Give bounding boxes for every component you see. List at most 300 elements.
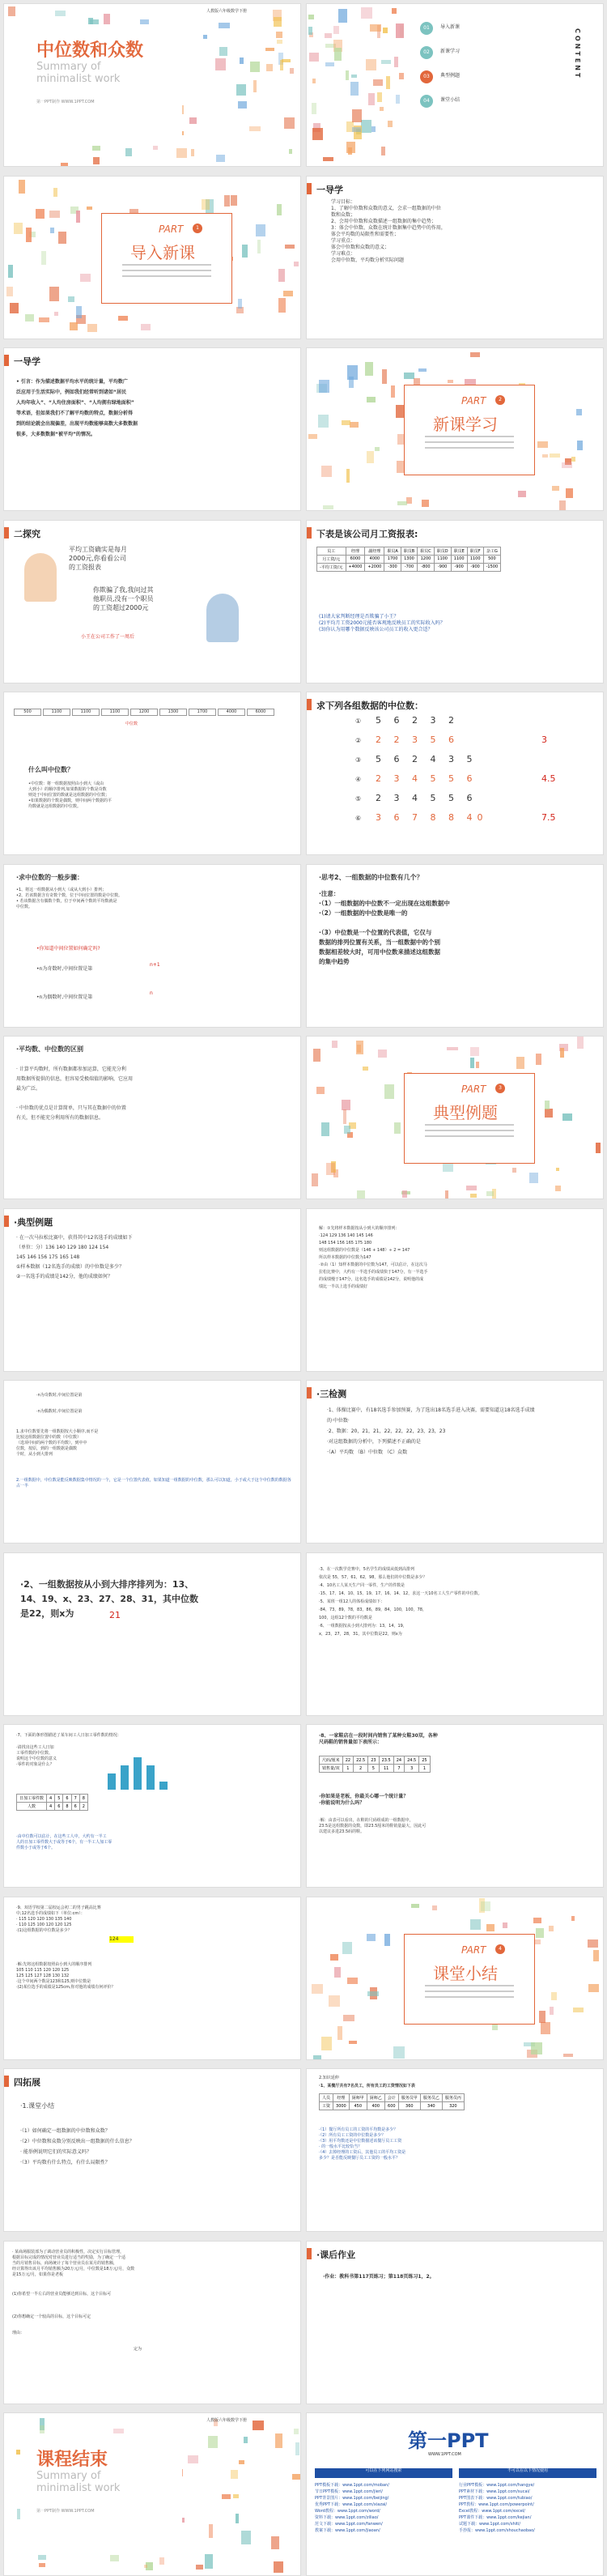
part-title-box (404, 385, 535, 475)
decor-tile (239, 2460, 244, 2464)
decor-tile (357, 1045, 360, 1053)
decor-tile (325, 33, 332, 39)
decor-tile (39, 317, 49, 322)
decor-tile (125, 148, 132, 156)
decor-tile (378, 1050, 387, 1058)
table-cell: 1100 (451, 555, 467, 563)
decor-tile (344, 1126, 350, 1135)
part-title: 课堂小结 (433, 1963, 498, 1983)
table-cell: 340 (420, 2102, 442, 2110)
part-number-badge: 4 (495, 1944, 505, 1954)
decor-tile (357, 1190, 366, 1199)
table-cell: 400 (367, 2102, 384, 2110)
table-cell: -平均工资/元 (317, 563, 346, 571)
content-item-number[interactable]: 04 (420, 95, 433, 108)
decor-tile (349, 2041, 358, 2044)
slide-26 (306, 2068, 604, 2232)
ranked-value: 1100 (72, 709, 100, 716)
table-cell: 日加工零件数 (17, 1795, 47, 1803)
table-cell: 职员E (451, 547, 467, 555)
decor-tile (588, 1939, 598, 1947)
decor-tile (282, 59, 291, 62)
table-cell: 23.5 (379, 1756, 393, 1765)
decor-tile (238, 299, 242, 309)
decor-tile (365, 362, 373, 376)
decor-tile (283, 291, 292, 296)
table-cell: 6 (71, 1803, 79, 1811)
slide-21 (3, 1724, 301, 1888)
link-list[interactable]: 行业PPT模板：www.1ppt.com/hangye/ PPT素材下载：www.1ppt.com/sucai/ PPT图表下载：www.1ppt.com/tubiao/ PPT教程：www.1ppt.com/powerpoint/ Excel教程：www.1ppt.com/excel/ PPT课件下载：www.1ppt.com/kejian/ 试题下载：www.1ppt.com/shiti/ 手抄报：www.1ppt.com/shouchaobao/ (459, 2483, 535, 2533)
decor-tile (219, 23, 230, 28)
decor-tile (224, 195, 230, 207)
decor-tile (87, 324, 97, 332)
logo: 第一PPT (408, 2429, 489, 2452)
table-cell: -300 (384, 563, 401, 571)
decor-tile (55, 11, 66, 16)
slide-17 (3, 1380, 301, 1543)
slide-8 (306, 520, 604, 683)
table-cell: 职员B (401, 547, 417, 555)
table-cell: -900 (434, 563, 451, 571)
decor-tile (560, 1048, 564, 1058)
decor-tile (486, 1191, 494, 1195)
slide-27 (3, 2241, 301, 2404)
decor-tile (545, 1101, 550, 1109)
part-subtext-line (425, 441, 514, 443)
decor-tile (343, 1109, 346, 1123)
table-cell: 4 (47, 1795, 55, 1803)
table-cell: 经理 (346, 547, 365, 555)
slide-1 (3, 3, 301, 167)
table-cell: 月工资/元 (317, 555, 346, 563)
chart-bar (121, 1765, 129, 1790)
table-cell: 工资 (320, 2102, 333, 2110)
decor-tile (312, 128, 323, 139)
answer-line: •n为奇数时,中间位置是第 (36, 965, 93, 972)
decor-tile (470, 1058, 473, 1068)
slide-text: ·解:先将这组数据按照由小到大的顺序排列 105 110 115 120 120 125 125 125 127 128 130 132 ·这个中间两个数是123和125,则中位数是 ·(2)某位选手的成绩是125cm,你对他的成绩有何评价？ (16, 1961, 116, 1990)
slide-2 (306, 3, 604, 167)
table-cell: 厨师甲 (349, 2094, 367, 2102)
ranked-value: 6000 (247, 709, 274, 716)
part-subtext-line (425, 1996, 514, 1998)
decor-tile (277, 204, 282, 215)
decor-tile (238, 101, 246, 109)
slide-title: ·平均数、中位数的区别 (16, 1045, 84, 1053)
title-accent-bar (4, 527, 9, 539)
table-cell: 22.5 (354, 1756, 368, 1765)
answer-line: ·n为奇数时,中间位置是第 (36, 1393, 83, 1398)
part-subtext-line (425, 1985, 514, 1986)
fraction: n (150, 990, 153, 996)
decor-tile (549, 1926, 554, 1931)
decor-tile (289, 149, 292, 153)
decor-tile (294, 2429, 299, 2433)
decor-tile (516, 1057, 524, 1069)
decor-tile (550, 453, 560, 457)
slide-title: 四拓展 (14, 2077, 40, 2088)
content-item-label: 导入新课 (440, 24, 461, 30)
table-cell: -800 (418, 563, 435, 571)
page-subtitle: Summary of minimalist work (36, 61, 121, 85)
decor-tile (596, 1143, 601, 1153)
decor-tile (216, 155, 225, 161)
decor-tile (215, 58, 227, 70)
decor-tile (325, 62, 334, 66)
decor-tile (253, 80, 257, 92)
decor-tile (308, 27, 312, 35)
decor-tile (278, 298, 286, 313)
slide-text: 1.求中位数要先将一组数据按大小顺序,而不是 比较这组数据位置中的数（中位数） （选项中间的两个数的平均数），到中中 位数，按原，到的一组数据是偶数 个时，从小到大排列 (16, 1429, 99, 1457)
row-index: ⑤ (355, 795, 362, 803)
decor-tile (191, 149, 194, 156)
decor-tile (588, 1984, 599, 1992)
table-cell: 1200 (418, 555, 435, 563)
decor-tile (70, 322, 78, 330)
question-text: (1)请大家判断经理是否欺骗了小王？ (2)平均月工资2000元能否客观地反映员工的实际收入吗？ (3)你认为用哪个数据反映该公司员工的收入更合适？ (319, 613, 445, 632)
decor-tile (566, 488, 574, 498)
person-figure-icon (24, 553, 57, 602)
decor-tile (470, 1194, 476, 1197)
decor-tile (49, 287, 59, 301)
slide-text: •中位数：将一组数据按照由小到大（或由 大到小）的顺序排列,如果数据的个数是奇数 则处于中间位置的数就是这组数据的中位数； •如果数据的个数是偶数，则中间两个数据的平 均数就是这组数据的中位数。 (28, 781, 112, 809)
decor-tile (536, 1054, 541, 1066)
content-item-label: 典型例题 (440, 73, 461, 79)
decor-tile (559, 500, 565, 510)
slide-7 (3, 520, 301, 683)
slide-30 (306, 2412, 604, 2576)
slide-title: ·课后作业 (316, 2249, 356, 2260)
slide-9 (3, 692, 301, 855)
decor-tile (334, 1967, 341, 1978)
decor-tile (371, 126, 376, 132)
slide-text: ·8、一家鞋店在一段时间内销售了某种女鞋30双，各种 尺码鞋的销售量如下表所示： (319, 1733, 438, 1745)
restrictions-button[interactable]: 不可以在以下情况使用 (459, 2468, 596, 2478)
decor-tile (414, 378, 420, 385)
decor-tile (319, 380, 329, 392)
person-figure-icon (206, 594, 239, 642)
decor-tile (285, 245, 295, 249)
decor-tile (338, 9, 347, 22)
decor-tile (208, 2436, 218, 2448)
decor-tile (39, 2563, 45, 2567)
slide-text: ·注意： ·（1）一组数据的中位数不一定出现在这组数据中 ·（2）一组数据的中位数是唯一的 ·（3）中位数是一个位置的代表值，它仅与 数据的排列位置有关系，当一组数据中的个别 数据相差较大时，可用中位数来描述这组数据 的集中趋势 (319, 889, 450, 965)
decor-tile (347, 1978, 358, 1984)
decor-tile (562, 1113, 572, 1121)
title-accent-bar (307, 527, 312, 539)
decor-tile (233, 2494, 239, 2498)
decor-tile (330, 1954, 338, 1961)
decor-tile (313, 1049, 320, 1062)
slide-24 (306, 1897, 604, 2060)
slide-title: ·三检测 (316, 1389, 347, 1399)
decor-tile (346, 469, 350, 483)
slide-text: •1、将这一组数据从小到大（或从大到小）排列； •2、若该数据含有奇数个数，位于中间位置的数是中位数。 • 若该数据含有偶数个数，位于中间两个数的平均数就是 中位数。 (16, 887, 123, 909)
slide-25 (3, 2068, 301, 2232)
decor-tile (76, 211, 80, 222)
decor-tile (141, 324, 151, 330)
slide-title: 2.知识延伸 (319, 2076, 339, 2080)
slide-text: · 某商场服装部为了调动营业员的积极性，决定实行目标管理， 根据目标完成的情况对营业员进行适当的奖励，为了确定一个适 当的月销售目标，商场统计了每个营业员在某月的销售额， 经计算得出该月平均销售额为20万元/月，中位数是18万元/月，众数 是15万元/月，如果你是老板 (12, 2249, 135, 2277)
decor-tile (14, 223, 23, 234)
table-cell: 人员 (320, 2094, 333, 2102)
decor-tile (318, 415, 329, 427)
table-cell: 1700 (384, 555, 401, 563)
decor-tile (486, 1924, 495, 1931)
table-cell: 销售量/双 (320, 1765, 343, 1773)
table-cell: 24 (393, 1756, 404, 1765)
chart-bar (134, 1757, 142, 1790)
ranked-value: 1700 (189, 709, 216, 716)
table-cell: 职员C (418, 547, 435, 555)
content-item-label: 新课学习 (440, 49, 461, 54)
decor-tile (348, 147, 353, 155)
table-cell: 450 (349, 2102, 367, 2110)
link-list[interactable]: PPT模板下载：www.1ppt.com/moban/ 节日PPT模板：www.1ppt.com/jieri/ PPT背景图片：www.1ppt.com/beijing/ 优秀PPT下载：www.1ppt.com/xiazai/ Word教程：www.1ppt.com/word/ 资料下载：www.1ppt.com/ziliao/ 范文下载：www.1ppt.com/fanwen/ 教案下载：www.1ppt.com/jiaoan/ (315, 2483, 389, 2533)
decor-tile (144, 2565, 147, 2568)
table-cell: 8 (79, 1795, 87, 1803)
row-index: ⑥ (355, 815, 362, 822)
part-subtext-line (122, 270, 211, 271)
decor-tile (275, 2433, 282, 2448)
decor-tile (118, 316, 127, 321)
part-subtext-line (122, 275, 211, 277)
decor-tile (257, 240, 261, 253)
decor-tile (26, 228, 32, 241)
site-url: WWW.1PPT.COM (428, 2452, 461, 2457)
search-button[interactable]: 可以在下列网站搜索 (315, 2468, 452, 2478)
decor-tile (209, 2524, 213, 2538)
question: •你知道中间位置如何确定吗? (36, 945, 100, 952)
table-cell: 360 (398, 2102, 420, 2110)
decor-tile (593, 1950, 599, 1961)
decor-tile (373, 79, 383, 86)
decor-tile (571, 1916, 575, 1921)
answer: 124 (109, 1936, 134, 1943)
content-item-number[interactable]: 02 (420, 46, 433, 59)
slide-23 (3, 1897, 301, 2060)
decor-tile (541, 2022, 550, 2034)
slide-3 (3, 176, 301, 339)
decor-tile (323, 157, 333, 161)
title-accent-bar (307, 183, 312, 194)
decor-tile (577, 441, 583, 450)
header-text: 人教版六年级数学下册 (206, 9, 248, 14)
slide-text: 你欺骗了我,我问过其 他职员,没有一个职员 的工资超过2000元 (93, 585, 154, 611)
table-cell: 4000 (365, 555, 384, 563)
answer: 21 (109, 1609, 121, 1620)
table-cell: 杂工G (483, 547, 501, 555)
title-accent-bar (4, 1216, 9, 1227)
decor-tile (551, 1992, 557, 2000)
decor-tile (333, 26, 339, 35)
slide-10 (306, 692, 604, 855)
decor-tile (222, 2494, 231, 2499)
slide-16 (306, 1208, 604, 1372)
decor-tile (383, 28, 388, 34)
slide-title: ·典型例题 (14, 1216, 53, 1228)
slide-text: 学习目标： 1、了解中位数和众数的意义，会求一组数据的中位 数和众数； 2、会用中位数和众数描述一组数据的集中趋势； 3：体会中位数、众数在统计数据集中趋势中的作用， 体会平均数的局限性和需要性； 学习重点： 体会中位数和众数的意义； 学习难点： 会用中位数、平均数分析实际问题 (331, 198, 446, 263)
decor-tile (316, 1087, 325, 1094)
decor-tile (80, 274, 90, 282)
part-title-box (404, 1073, 535, 1164)
part-subtext-line (425, 436, 514, 437)
decor-tile (10, 303, 19, 314)
table-cell: 2 (354, 1765, 368, 1773)
table-cell: -900 (451, 563, 467, 571)
table-cell: 1 (419, 1765, 430, 1773)
decor-tile (476, 1062, 479, 1068)
slide-text: ·请找出这些工人日加 工零件数的中位数、 说明这个中位数的意义 ·零件的对象是什么？ (16, 1745, 57, 1767)
slide-title: ·求中位数的一般步骤： (16, 873, 84, 881)
decor-tile (250, 62, 260, 72)
decor-tile (382, 369, 387, 384)
decor-tile (443, 1164, 453, 1171)
part-title: 导入新课 (130, 242, 195, 262)
table-cell: 服务员乙 (420, 2094, 442, 2102)
answer: 7.5 (541, 812, 556, 823)
table-cell: 3 (405, 1765, 419, 1773)
data-row: 5 6 2 4 3 5 (376, 754, 478, 764)
decor-tile (542, 454, 548, 458)
decor-tile (466, 1186, 477, 1190)
slide-text: ·（1）餐厅所有员工的工资的平均数是多少？ ·（2）所有员工工资的中位数是多少？ ·（3）用平均数还是中位数描述该餐厅员工工资 · 的一般水平比较恰当？ ·（4）去掉经理的工资后，其他员工的平均工资是 多少？是否能反映餐厅员工工资的一般水平？ (319, 2127, 406, 2161)
decor-tile (295, 2442, 299, 2455)
decor-tile (294, 262, 299, 266)
decor-tile (394, 1122, 401, 1134)
decor-tile (274, 17, 282, 27)
decor-tile (470, 1919, 482, 1930)
table-cell: 24.5 (405, 1756, 419, 1765)
decor-tile (278, 269, 285, 282)
table-cell: 人数 (17, 1803, 47, 1811)
ranked-value: 1200 (130, 709, 158, 716)
content-item-number[interactable]: 01 (420, 22, 433, 35)
table-cell: 25 (419, 1756, 430, 1765)
decor-tile (363, 1067, 368, 1071)
salary-table (316, 547, 501, 572)
decor-tile (518, 491, 526, 497)
part-label: PART (461, 395, 486, 407)
part-label: PART (159, 223, 184, 235)
decor-tile (375, 447, 380, 451)
part-label: PART (461, 1084, 486, 1095)
decor-tile (381, 147, 385, 156)
decor-tile (244, 2437, 248, 2442)
decor-tile (290, 68, 294, 74)
decor-tile (337, 2026, 342, 2040)
table-cell: 经理 (333, 2094, 350, 2102)
part-title: 新课学习 (433, 415, 498, 434)
decor-tile (349, 377, 354, 388)
table-cell: 尺码/厘米 (320, 1756, 343, 1765)
slide-title: 求下列各组数据的中位数： (316, 700, 423, 711)
slide-text: ·3、在一次数学竞赛中，5名学生的成绩从低到高排列 依次是 55，57，61，62，98，那么他们的中位数是多少？ ·4、10名工人某天生产同一零件，生产的件数是 ·15、17、14、10、15、19、17、16、14、12，求这一天10名工人生产零件的中位数。 ·5、某班一组12人的体检成绩如下： ·84，73，89，78，83，86，89，84，100，100，78， 100，这组12个数的平均数是 ·6、一组数据按从小到大排列为：13，14，19， x，23，27，28，31，其中位数是22，则x为 (319, 1566, 482, 1637)
slide-13 (3, 1036, 301, 1199)
slide-text: ·9、双语学校第二届校运会初二的男子跳高比赛 中,12名选手的成绩如下（单位:cm）： · 115 120 120 130 135 140 · 110 125 100 120 120 125 ·(1)这组数据的中位数是多少？ (16, 1905, 101, 1933)
slide-20 (306, 1552, 604, 1716)
decor-tile (393, 2046, 405, 2059)
decor-tile (329, 1995, 340, 2007)
decor-tile (352, 109, 362, 122)
slide-title: 一导学 (316, 184, 343, 195)
chart-bar (146, 1765, 155, 1790)
decor-tile (342, 1100, 350, 1109)
decor-tile (533, 1918, 541, 1923)
table-cell: 1100 (434, 555, 451, 563)
row-index: ④ (355, 776, 362, 783)
table-cell: 6 (55, 1803, 63, 1811)
part-title: 典型例题 (433, 1103, 498, 1122)
table-cell: +4000 (346, 563, 365, 571)
slide-text: 小王在公司工作了一周后 (81, 633, 135, 640)
content-item-number[interactable]: 03 (420, 70, 433, 83)
decor-tile (422, 500, 429, 507)
decor-tile (308, 434, 317, 439)
answer: 3 (541, 734, 547, 745)
slide-12 (306, 864, 604, 1028)
chart-bar (108, 1773, 116, 1790)
slide-text: ·7、下面的条形图描述了某车间工人日加工零件数的情况： (16, 1733, 121, 1738)
slide-text: 理由： (12, 2330, 25, 2335)
table-cell: 22 (342, 1756, 353, 1765)
decor-tile (240, 57, 244, 65)
decor-tile (367, 1991, 379, 1996)
slide-text: ·2、一组数据按从小到大排序排列为：13、 14、19、x、23、27、28、31，其中位数 是22，则x为 (20, 1578, 198, 1619)
data-row: 2 3 4 5 5 6 (376, 793, 478, 803)
decor-tile (25, 314, 34, 321)
slide-text: • 引言：作为描述数据平均水平的统计量，平均数广 泛应用于生活实际中，例如我们经常听到诸如“居民 人均年收入”、“人均住房面积”、“人均拥有绿地面积” 等术语，但如果我们不了解平均数的特点，数据分析得 到的结论就会出现偏差，出现平均数能够高数大多数数据 很多，大多数数据“被平均”的情况。 (16, 379, 138, 437)
decor-tile (411, 1904, 418, 1908)
decor-tile (577, 1037, 584, 1049)
ranked-value: 1300 (159, 709, 187, 716)
decor-tile (367, 451, 374, 462)
ranked-value: 500 (14, 709, 41, 716)
part-title-box (404, 1934, 535, 2025)
slide-text: · 计算平均数时，所有数据都参加运算，它能充分利 用数据所提供的信息，但容易受极端值的影响，它应用 最为广泛。 · 中位数的优点是计算简单，只与其在数据中的位置 有关，但不能充分利用所有的数据信息。 (16, 1067, 134, 1121)
decor-tile (397, 501, 406, 505)
part-title-box (101, 213, 232, 304)
table-cell: 600 (384, 2102, 398, 2110)
decor-tile (555, 1186, 561, 1191)
fraction: n+1 (150, 961, 160, 968)
decor-tile (352, 127, 360, 132)
slide-title: ·思考2、一组数据的中位数有几个？ (319, 873, 423, 881)
decor-tile (406, 497, 412, 503)
part-label: PART (461, 1944, 486, 1956)
decor-tile (68, 296, 74, 302)
slide-text: (1)你希望一半左右的营业员能够达到目标，这个目标可 (12, 2291, 112, 2297)
decor-tile (202, 199, 209, 211)
decor-tile (256, 224, 265, 236)
decor-tile (277, 40, 282, 44)
decor-tile (396, 95, 401, 104)
decor-tile (536, 1928, 543, 1938)
decor-tile (392, 8, 397, 14)
title-accent-bar (4, 355, 9, 366)
table-cell: 员工 (317, 547, 346, 555)
decor-tile (447, 1047, 458, 1050)
decor-tile (8, 265, 13, 278)
slide-29 (3, 2412, 301, 2576)
decor-tile (366, 59, 376, 71)
decor-tile (537, 441, 548, 448)
row-index: ② (355, 737, 362, 744)
decor-tile (321, 2037, 331, 2050)
decor-tile (388, 121, 392, 126)
decor-tile (309, 53, 319, 62)
decor-tile (367, 1934, 376, 1941)
